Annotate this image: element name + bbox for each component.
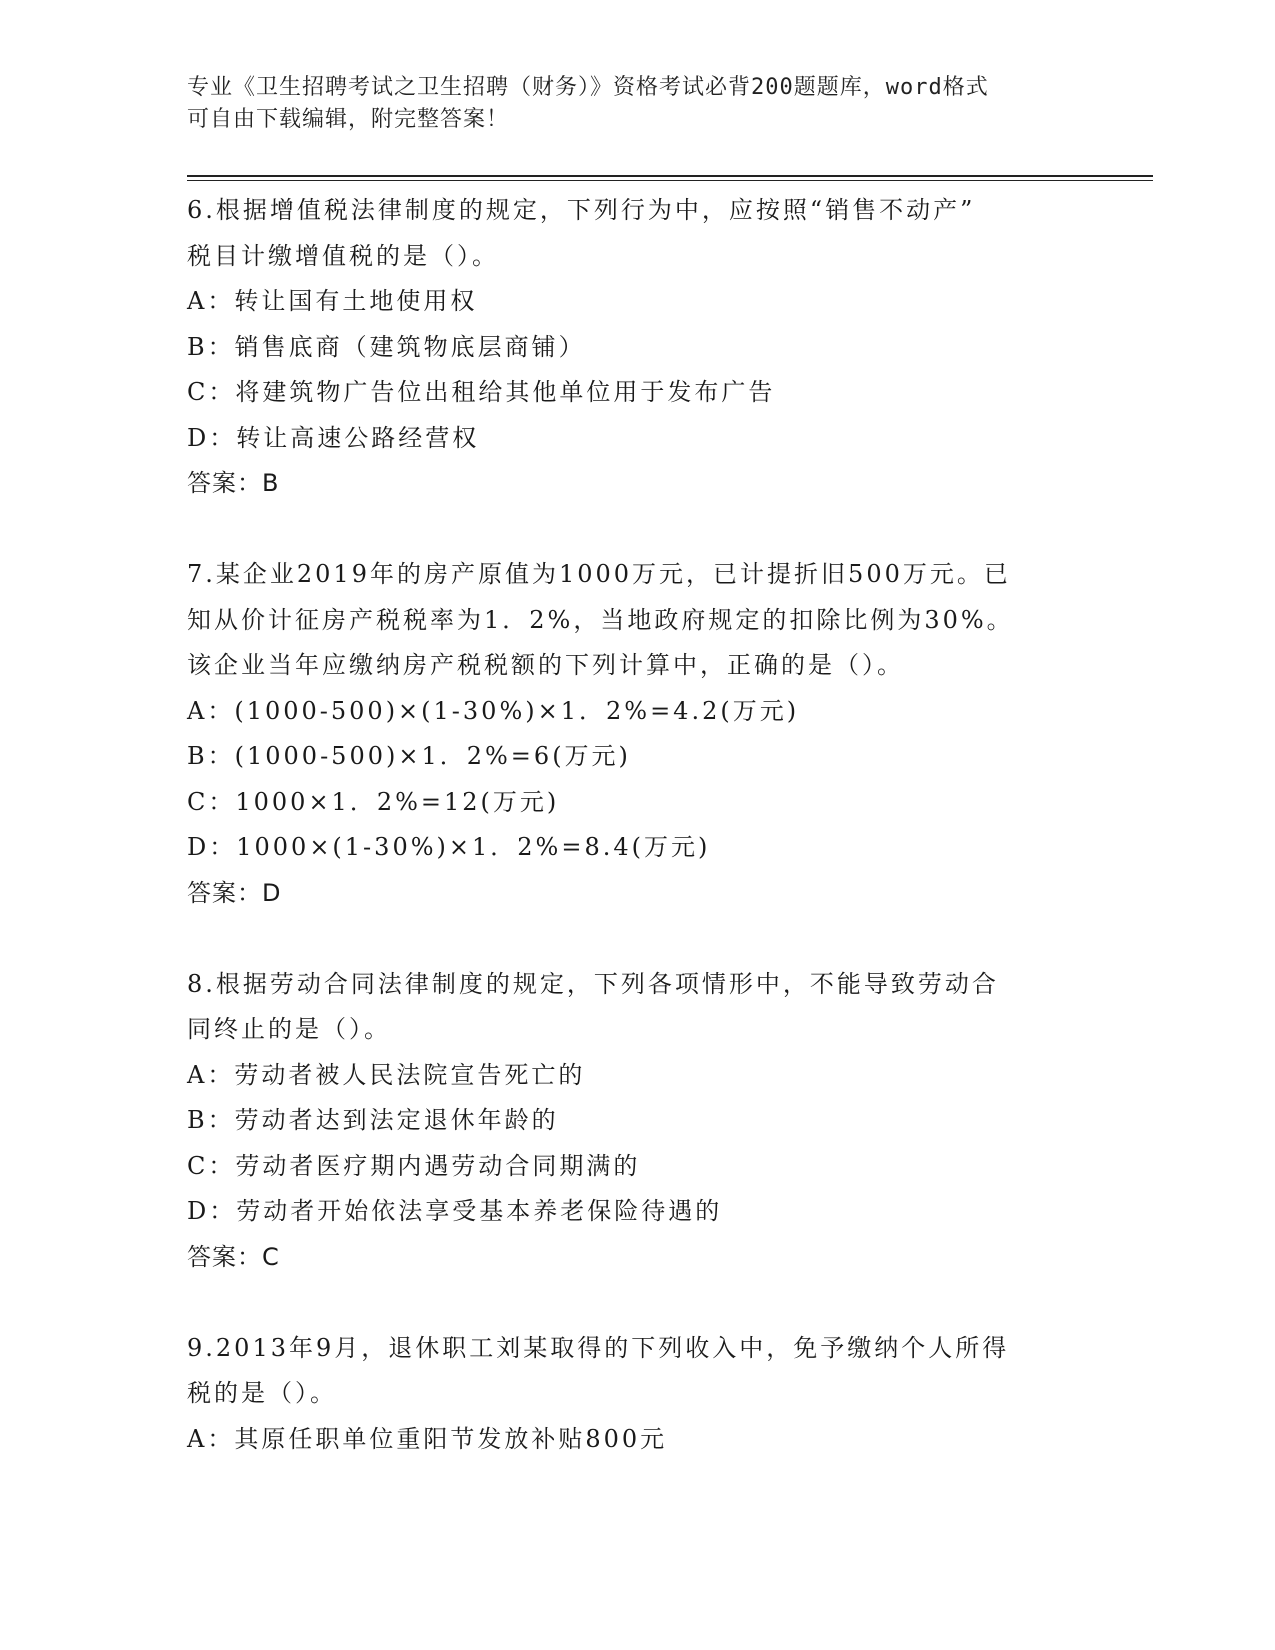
answer-separator: ： xyxy=(237,1242,262,1271)
header-divider-thick xyxy=(187,175,1153,177)
option-d: D：1000×(1-30%)×1．2%=8.4(万元) xyxy=(187,833,711,861)
question-stem-line: 知从价计征房产税税率为1．2%，当地政府规定的扣除比例为30%。 xyxy=(187,605,1014,634)
spacer xyxy=(187,1280,1087,1326)
answer-value: C xyxy=(262,1242,280,1271)
document-header xyxy=(187,72,1067,136)
question-list xyxy=(187,188,1087,1462)
option-b: B：销售底商（建筑物底层商铺） xyxy=(187,332,586,361)
answer-line xyxy=(187,871,1087,917)
option-d: D：转让高速公路经营权 xyxy=(187,423,480,452)
option-a: A：转让国有土地使用权 xyxy=(187,287,478,315)
option-c: C：将建筑物广告位出租给其他单位用于发布广告 xyxy=(187,378,776,406)
question-stem-line: 税目计缴增值税的是（）。 xyxy=(187,241,499,270)
option-b: B：劳动者达到法定退休年龄的 xyxy=(187,1106,559,1134)
option-b: B：(1000-500)×1．2%=6(万元) xyxy=(187,742,631,770)
spacer xyxy=(187,507,1087,553)
option-a: A：(1000-500)×(1-30%)×1．2%=4.2(万元) xyxy=(187,696,800,725)
answer-label: 答案 xyxy=(187,469,237,497)
question-stem-line: 9.2013年9月，退休职工刘某取得的下列收入中，免予缴纳个人所得 xyxy=(187,1333,1010,1362)
question-stem-line: 7.某企业2019年的房产原值为1000万元，已计提折旧500万元。已 xyxy=(187,560,1011,588)
option-d: D：劳动者开始依法享受基本养老保险待遇的 xyxy=(187,1197,723,1225)
spacer xyxy=(187,916,1087,962)
question-stem-line: 6.根据增值税法律制度的规定，下列行为中，应按照“销售不动产” xyxy=(187,196,976,224)
question-item xyxy=(187,1326,1087,1463)
option-a: A：其原任职单位重阳节发放补贴800元 xyxy=(187,1424,668,1453)
header-divider-thin xyxy=(187,180,1153,181)
answer-value: D xyxy=(262,878,282,907)
question-stem-line: 税的是（）。 xyxy=(187,1379,337,1407)
option-c: C：劳动者医疗期内遇劳动合同期满的 xyxy=(187,1151,641,1180)
answer-line xyxy=(187,461,1087,507)
answer-label: 答案 xyxy=(187,878,237,907)
question-stem-line: 该企业当年应缴纳房产税税额的下列计算中，正确的是（）。 xyxy=(187,651,904,679)
answer-separator: ： xyxy=(237,469,262,497)
question-item xyxy=(187,962,1087,1326)
answer-line xyxy=(187,1235,1087,1281)
question-stem-line: 同终止的是（）。 xyxy=(187,1015,391,1043)
option-a: A：劳动者被人民法院宣告死亡的 xyxy=(187,1060,586,1089)
question-item xyxy=(187,188,1087,552)
header-line: 专业《卫生招聘考试之卫生招聘（财务）》资格考试必背200题题库，word格式 xyxy=(187,75,989,100)
option-c: C：1000×1．2%=12(万元) xyxy=(187,787,560,816)
question-stem-line: 8.根据劳动合同法律制度的规定，下列各项情形中，不能导致劳动合 xyxy=(187,969,999,998)
answer-value: B xyxy=(262,469,280,497)
header-line: 可自由下载编辑，附完整答案！ xyxy=(187,107,510,132)
answer-label: 答案 xyxy=(187,1242,237,1271)
question-item xyxy=(187,552,1087,962)
answer-separator: ： xyxy=(237,878,262,907)
